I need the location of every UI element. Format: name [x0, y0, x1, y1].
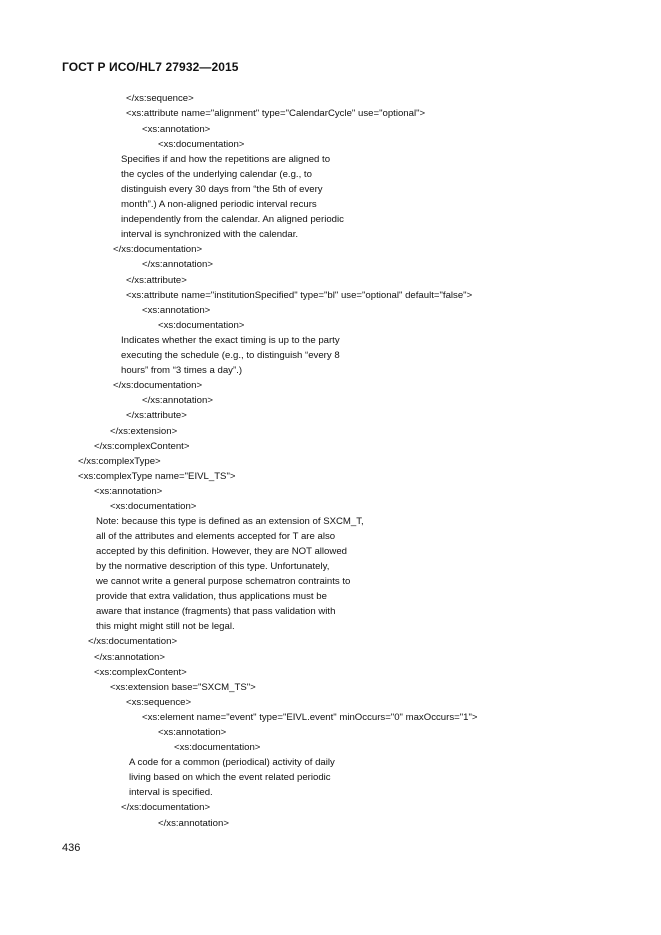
documentation-text-line: interval is specified. — [129, 787, 213, 798]
code-line: <xs:documentation> — [158, 139, 245, 150]
documentation-text-line: interval is synchronized with the calendar. — [121, 229, 299, 240]
code-line: </xs:documentation> — [121, 802, 211, 813]
code-line: <xs:sequence> — [126, 697, 192, 708]
documentation-text-line: distinguish every 30 days from “the 5th of every — [121, 184, 323, 195]
documentation-text-line: living based on which the event related periodic — [129, 772, 331, 783]
code-line: </xs:sequence> — [126, 93, 194, 104]
code-line: <xs:complexType name="EIVL_TS"> — [78, 471, 236, 482]
code-line: </xs:documentation> — [113, 244, 203, 255]
documentation-text-line: executing the schedule (e.g., to distinguish “every 8 — [121, 350, 340, 361]
page-number: 436 — [62, 842, 81, 854]
documentation-text-line: independently from the calendar. An aligned periodic — [121, 214, 344, 225]
code-line: <xs:element name="event" type="EIVL.event" minOccurs="0" maxOccurs="1"> — [142, 712, 478, 723]
documentation-text-line: we cannot write a general purpose schematron contraints to — [96, 576, 351, 587]
code-line: <xs:annotation> — [158, 727, 227, 738]
documentation-text-line: provide that extra validation, thus applications must be — [96, 591, 327, 602]
documentation-text-line: Note: because this type is defined as an extension of SXCM_T, — [96, 516, 364, 527]
code-line: </xs:complexType> — [78, 456, 161, 467]
code-line: </xs:complexContent> — [94, 441, 190, 452]
code-line: <xs:extension base="SXCM_TS"> — [110, 682, 256, 693]
code-line: </xs:attribute> — [126, 275, 187, 286]
standard-header: ГОСТ Р ИСО/HL7 27932—2015 — [62, 60, 239, 74]
code-line: <xs:attribute name="alignment" type="CalendarCycle" use="optional"> — [126, 108, 426, 119]
code-line: </xs:annotation> — [142, 395, 213, 406]
documentation-text-line: hours” from “3 times a day”.) — [121, 365, 243, 376]
code-line: </xs:documentation> — [88, 636, 178, 647]
documentation-text-line: all of the attributes and elements accepted for T are also — [96, 531, 336, 542]
code-line: <xs:annotation> — [142, 305, 211, 316]
code-line: </xs:annotation> — [142, 259, 213, 270]
documentation-text-line: Indicates whether the exact timing is up to the party — [121, 335, 340, 346]
code-line: <xs:documentation> — [110, 501, 197, 512]
documentation-text-line: accepted by this definition. However, they are NOT allowed — [96, 546, 347, 557]
documentation-text-line: A code for a common (periodical) activity of daily — [129, 757, 335, 768]
code-line: <xs:complexContent> — [94, 667, 187, 678]
documentation-text-line: aware that instance (fragments) that pass validation with — [96, 606, 336, 617]
code-line: <xs:documentation> — [174, 742, 261, 753]
documentation-text-line: this might might still not be legal. — [96, 621, 235, 632]
code-line: </xs:extension> — [110, 426, 178, 437]
code-line: <xs:documentation> — [158, 320, 245, 331]
documentation-text-line: by the normative description of this type. Unfortunately, — [96, 561, 330, 572]
code-line: </xs:attribute> — [126, 410, 187, 421]
documentation-text-line: month”.) A non-aligned periodic interval recurs — [121, 199, 317, 210]
code-line: <xs:annotation> — [142, 124, 211, 135]
code-line: </xs:annotation> — [158, 818, 229, 829]
code-line: <xs:attribute name="institutionSpecified" type="bl" use="optional" default="false"> — [126, 290, 473, 301]
documentation-text-line: Specifies if and how the repetitions are aligned to — [121, 154, 331, 165]
code-line: </xs:annotation> — [94, 652, 165, 663]
code-line: <xs:annotation> — [94, 486, 163, 497]
documentation-text-line: the cycles of the underlying calendar (e.g., to — [121, 169, 312, 180]
code-line: </xs:documentation> — [113, 380, 203, 391]
